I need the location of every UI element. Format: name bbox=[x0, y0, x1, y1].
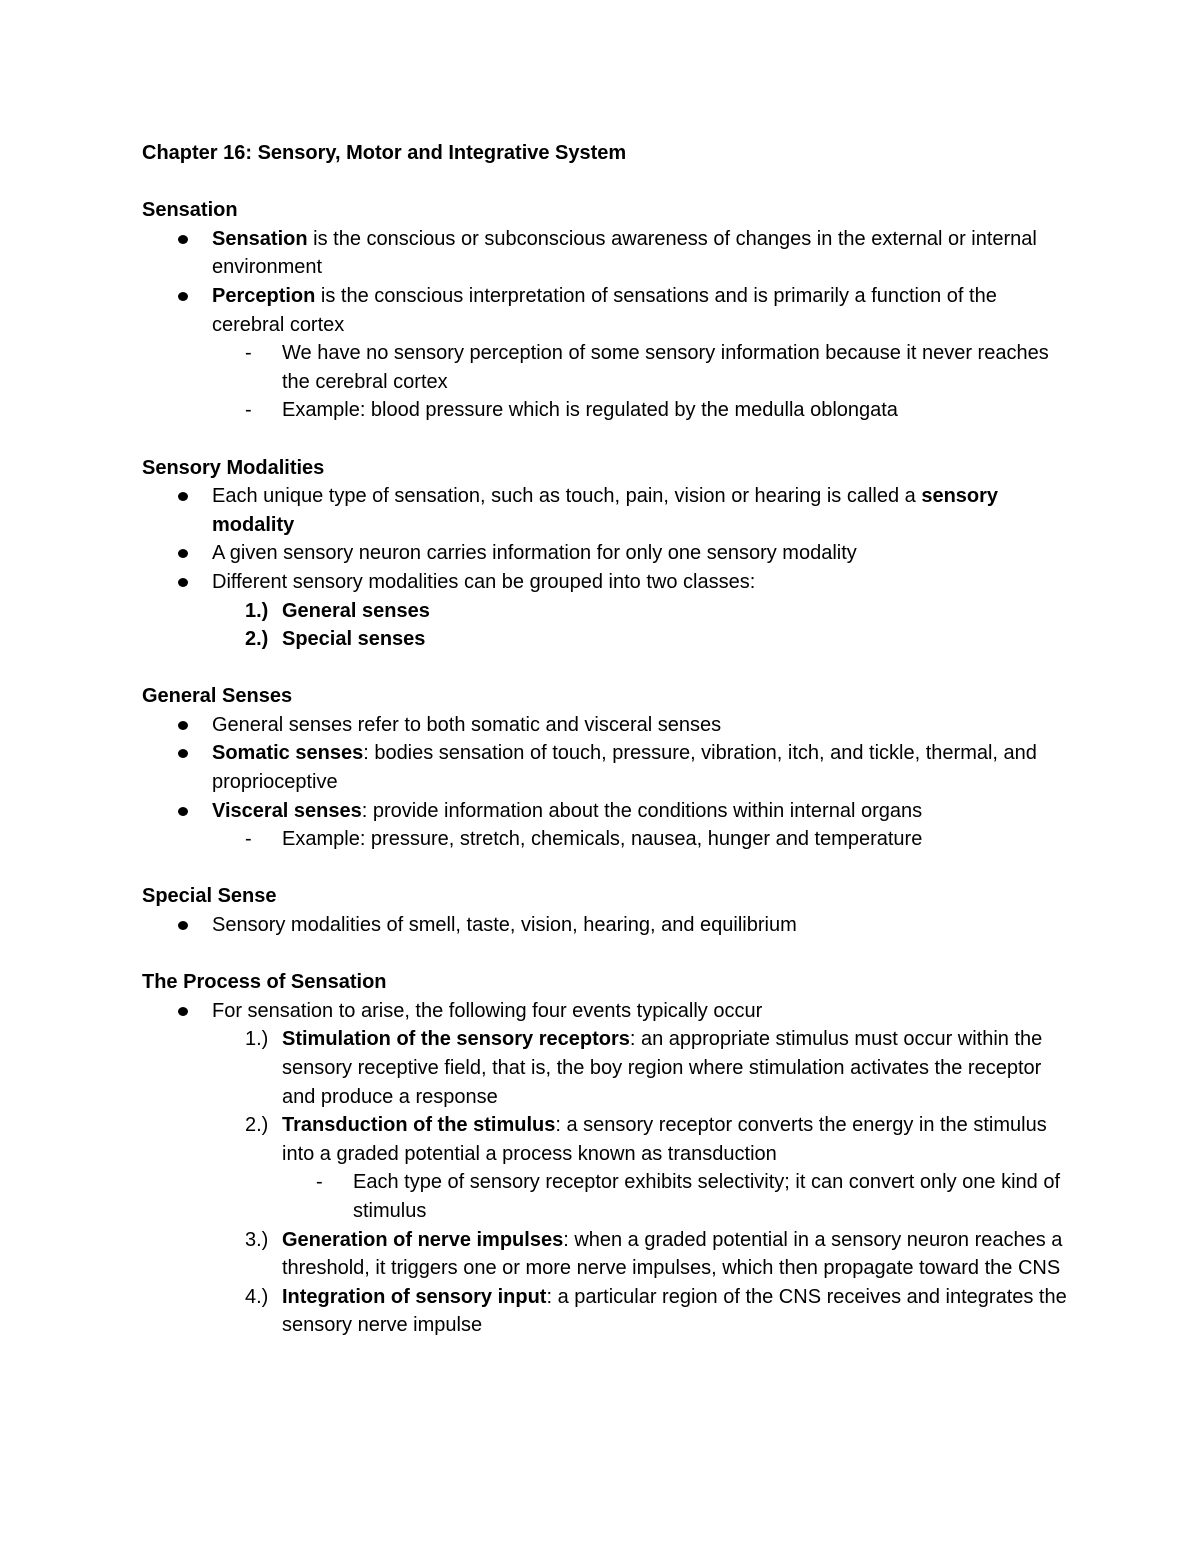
term: Stimulation of the sensory receptors bbox=[282, 1028, 630, 1051]
numbered-item bbox=[142, 1111, 1072, 1168]
list-item bbox=[142, 482, 1072, 539]
bullet-list bbox=[142, 482, 1072, 654]
page-title: Chapter 16: Sensory, Motor and Integrative System bbox=[142, 142, 627, 164]
section-heading: General Senses bbox=[142, 685, 293, 708]
item-text: Each type of sensory receptor exhibits selectivity; it can convert only one kind of stimulus bbox=[353, 1171, 1061, 1222]
item-text: General senses refer to both somatic and visceral senses bbox=[212, 713, 722, 736]
bullet-icon bbox=[178, 235, 188, 244]
section-process-of-sensation bbox=[142, 968, 1072, 1340]
sub-list-item bbox=[142, 339, 1072, 396]
item-number: 3.) bbox=[245, 1228, 269, 1251]
numbered-item bbox=[142, 597, 1072, 626]
item-text: is the conscious or subconscious awareness of changes in the external or internal environment bbox=[212, 227, 1037, 279]
bullet-icon bbox=[178, 549, 188, 558]
term: Generation of nerve impulses bbox=[282, 1228, 564, 1251]
item-text: : a sensory receptor converts the energy in the stimulus into a graded potential a process known as transduction bbox=[282, 1114, 1047, 1165]
term: Perception bbox=[212, 284, 316, 307]
bullet-icon bbox=[178, 292, 188, 301]
term: Visceral senses bbox=[212, 799, 362, 822]
section-sensation bbox=[142, 196, 1072, 425]
item-number: 2.) bbox=[245, 1114, 269, 1137]
bullet-icon bbox=[178, 807, 188, 816]
bullet-icon bbox=[178, 578, 188, 587]
item-text: : bodies sensation of touch, pressure, vibration, itch, and tickle, thermal, and proprioceptive bbox=[212, 742, 1037, 794]
term: sensory modality bbox=[212, 485, 999, 536]
section-heading: Sensation bbox=[142, 199, 238, 222]
bullet-list bbox=[142, 711, 1072, 854]
dash-icon: - bbox=[245, 399, 252, 422]
list-item bbox=[142, 568, 1072, 597]
item-text: A given sensory neuron carries information for only one sensory modality bbox=[212, 542, 857, 565]
section-heading: Sensory Modalities bbox=[142, 456, 325, 479]
sub-list-item bbox=[142, 825, 1072, 854]
section-special-sense bbox=[142, 882, 1072, 939]
numbered-item bbox=[142, 1025, 1072, 1111]
item-text: General senses bbox=[282, 599, 430, 622]
numbered-item bbox=[142, 625, 1072, 654]
list-item bbox=[142, 797, 1072, 826]
item-number: 1.) bbox=[245, 599, 269, 622]
document-page bbox=[142, 139, 1072, 1340]
bullet-icon bbox=[178, 1007, 188, 1016]
item-text: : provide information about the conditions within internal organs bbox=[361, 799, 923, 822]
section-heading: Special Sense bbox=[142, 885, 277, 908]
list-item bbox=[142, 997, 1072, 1026]
item-text: Each unique type of sensation, such as touch, pain, vision or hearing is called a bbox=[212, 485, 922, 508]
bullet-icon bbox=[178, 721, 188, 730]
term: Integration of sensory input bbox=[282, 1285, 547, 1308]
item-text: : an appropriate stimulus must occur within the sensory receptive field, that is, the boy region where stimulation activates the receptor and produce a response bbox=[282, 1028, 1043, 1108]
item-text: We have no sensory perception of some sensory information because it never reaches the cerebral cortex bbox=[282, 342, 1049, 393]
sub-list-item bbox=[142, 396, 1072, 425]
numbered-item bbox=[142, 1226, 1072, 1283]
bullet-icon bbox=[178, 492, 188, 501]
item-text: For sensation to arise, the following four events typically occur bbox=[212, 999, 763, 1022]
bullet-icon bbox=[178, 921, 188, 930]
list-item bbox=[142, 225, 1072, 282]
bullet-icon bbox=[178, 749, 188, 758]
list-item bbox=[142, 539, 1072, 568]
item-text: Special senses bbox=[282, 628, 426, 651]
term: Sensation bbox=[212, 227, 308, 250]
item-text: Example: blood pressure which is regulated by the medulla oblongata bbox=[282, 399, 898, 422]
dash-icon: - bbox=[245, 342, 252, 365]
item-number: 2.) bbox=[245, 628, 269, 651]
item-text: is the conscious interpretation of sensations and is primarily a function of the cerebral cortex bbox=[212, 284, 997, 336]
sub-list-item bbox=[142, 1168, 1072, 1225]
dash-icon: - bbox=[316, 1171, 323, 1194]
item-text: : a particular region of the CNS receives and integrates the sensory nerve impulse bbox=[282, 1285, 1067, 1337]
item-text: Different sensory modalities can be grouped into two classes: bbox=[212, 570, 756, 593]
item-number: 1.) bbox=[245, 1028, 269, 1051]
item-text: : when a graded potential in a sensory neuron reaches a threshold, it triggers one or more nerve impulses, which then propagate toward the CNS bbox=[282, 1228, 1063, 1280]
bullet-list bbox=[142, 997, 1072, 1340]
list-item bbox=[142, 739, 1072, 796]
bullet-list bbox=[142, 225, 1072, 425]
list-item bbox=[142, 711, 1072, 740]
section-general-senses bbox=[142, 682, 1072, 854]
list-item bbox=[142, 282, 1072, 339]
numbered-item bbox=[142, 1283, 1072, 1340]
list-item bbox=[142, 911, 1072, 940]
item-text: Sensory modalities of smell, taste, vision, hearing, and equilibrium bbox=[212, 914, 797, 937]
dash-icon: - bbox=[245, 828, 252, 851]
item-text: Example: pressure, stretch, chemicals, nausea, hunger and temperature bbox=[282, 828, 923, 851]
term: Somatic senses bbox=[212, 742, 364, 765]
section-heading: The Process of Sensation bbox=[142, 971, 387, 994]
section-sensory-modalities bbox=[142, 454, 1072, 654]
bullet-list bbox=[142, 911, 1072, 940]
item-number: 4.) bbox=[245, 1285, 269, 1308]
term: Transduction of the stimulus bbox=[282, 1114, 556, 1137]
